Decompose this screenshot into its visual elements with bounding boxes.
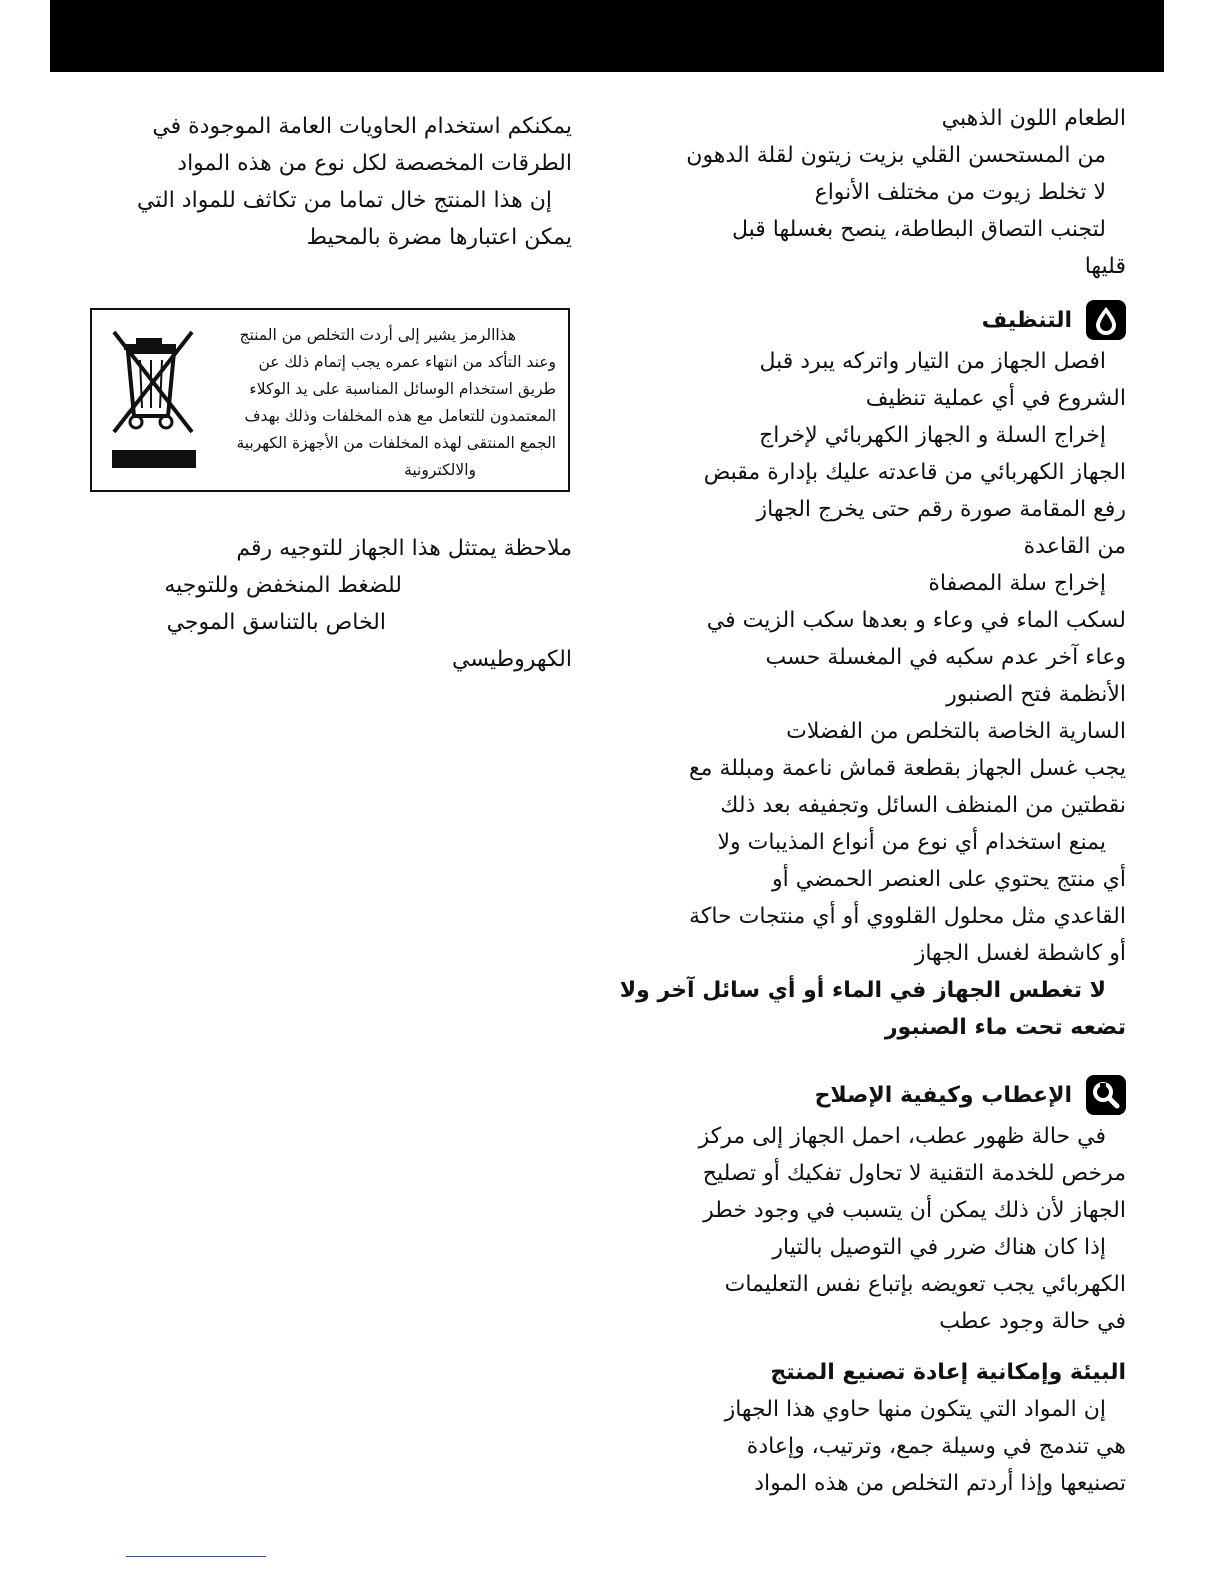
- repair-line: في حالة وجود عطب: [939, 1309, 1126, 1334]
- cleaning-line: الأنظمة فتح الصنبور: [946, 682, 1126, 707]
- weee-line: والالكترونية: [404, 461, 476, 479]
- cleaning-line: يمنع استخدام أي نوع من أنواع المذيبات ولا: [717, 830, 1106, 855]
- cleaning-line: إخراج سلة المصفاة: [928, 571, 1106, 596]
- environment-title: البيئة وإمكانية إعادة تصنيع المنتج: [770, 1360, 1126, 1385]
- wrench-icon: [1086, 1075, 1126, 1115]
- recycling-intro-line: إن هذا المنتج خال تماما من تكاثف للمواد التي: [137, 188, 552, 213]
- recycling-intro-line: الطرقات المخصصة لكل نوع من هذه المواد: [177, 151, 572, 176]
- left-column: [96, 108, 572, 256]
- cleaning-warning: لا تغطس الجهاز في الماء أو أي سائل آخر ولا: [619, 978, 1106, 1003]
- cleaning-line: افصل الجهاز من التيار واتركه يبرد قبل: [759, 349, 1106, 374]
- environment-line: هي تندمج في وسيلة جمع، وترتيب، وإعادة: [746, 1434, 1126, 1459]
- intro-line: لا تخلط زيوت من مختلف الأنواع: [814, 180, 1106, 205]
- repair-line: في حالة ظهور عطب، احمل الجهاز إلى مركز: [698, 1124, 1106, 1149]
- cleaning-line: رفع المقامة صورة رقم حتى يخرج الجهاز: [756, 497, 1126, 522]
- repair-line: الكهربائي يجب تعويضه بإتباع نفس التعليمات: [724, 1272, 1126, 1297]
- cleaning-line: السارية الخاصة بالتخلص من الفضلات: [786, 719, 1126, 744]
- recycling-intro-line: يمكن اعتبارها مضرة بالمحيط: [306, 225, 572, 250]
- environment-line: إن المواد التي يتكون منها حاوي هذا الجهاز: [724, 1397, 1106, 1422]
- intro-line: من المستحسن القلي بزيت زيتون لقلة الدهون: [686, 143, 1106, 168]
- recycling-intro-line: يمكنكم استخدام الحاويات العامة الموجودة في: [152, 114, 572, 139]
- weee-line: المعتمدون للتعامل مع هذه المخلفات وذلك بهدف: [244, 407, 556, 425]
- weee-line: طريق استخدام الوسائل المناسبة على يد الوكلاء: [249, 380, 556, 398]
- repair-line: إذا كان هناك ضرر في التوصيل بالتيار: [772, 1235, 1106, 1260]
- cleaning-line: الشروع في أي عملية تنظيف: [865, 386, 1126, 411]
- repair-line: الجهاز لأن ذلك يمكن أن يتسبب في وجود خطر: [703, 1198, 1126, 1223]
- weee-notice-box: [90, 308, 570, 492]
- environment-line: تصنيعها وإذا أردتم التخلص من هذه المواد: [754, 1471, 1126, 1496]
- note-line: الكهروطيسي: [452, 647, 572, 672]
- water-drop-icon: [1086, 300, 1126, 340]
- repair-heading: [660, 1072, 1126, 1118]
- cleaning-warning: تضعه تحت ماء الصنبور: [884, 1015, 1126, 1040]
- cleaning-line: أي منتج يحتوي على العنصر الحمضي أو: [771, 867, 1126, 892]
- weee-line: الجمع المنتقى لهذه المخلفات من الأجهزة الكهربية: [236, 434, 556, 452]
- cleaning-line: لسكب الماء في وعاء و بعدها سكب الزيت في: [706, 608, 1126, 633]
- cleaning-line: يجب غسل الجهاز بقطعة قماش ناعمة ومبللة مع: [688, 756, 1126, 781]
- intro-line: قليها: [1084, 254, 1126, 279]
- repair-title: الإعطاب وكيفية الإصلاح: [814, 1082, 1072, 1108]
- cleaning-line: وعاء آخر عدم سكبه في المغسلة حسب: [765, 645, 1126, 670]
- weee-line: هذاالرمز يشير إلى أردت التخلص من المنتج: [239, 326, 516, 344]
- intro-line: الطعام اللون الذهبي: [941, 106, 1126, 131]
- note-line: ملاحظة يمتثل هذا الجهاز للتوجيه رقم: [236, 536, 572, 561]
- note-line: للضغط المنخفض وللتوجيه: [164, 573, 402, 598]
- cleaning-line: نقطتين من المنظف السائل وتجفيفه بعد ذلك: [720, 793, 1126, 818]
- intro-line: لتجنب التصاق البطاطة، ينصح بغسلها قبل: [731, 217, 1106, 242]
- footer-rule: [126, 1556, 266, 1557]
- cleaning-line: الجهاز الكهربائي من قاعدته عليك بإدارة مقبض: [703, 460, 1126, 485]
- note-line: الخاص بالتناسق الموجي: [166, 610, 386, 635]
- compliance-note: [120, 530, 572, 678]
- weee-notice-text: [200, 322, 556, 484]
- repair-line: مرخص للخدمة التقنية لا تحاول تفكيك أو تصليح: [702, 1161, 1126, 1186]
- cleaning-title: التنظيف: [981, 307, 1072, 333]
- cleaning-heading: [660, 297, 1126, 343]
- crossed-out-wheelie-bin-icon: [106, 324, 202, 474]
- right-column: [619, 100, 1126, 1502]
- cleaning-line: إخراج السلة و الجهاز الكهربائي لإخراج: [759, 423, 1106, 448]
- cleaning-line: القاعدي مثل محلول القلووي أو أي منتجات حاكة: [689, 904, 1126, 929]
- header-black-bar: [50, 0, 1164, 72]
- cleaning-line: أو كاشطة لغسل الجهاز: [914, 941, 1126, 966]
- cleaning-line: من القاعدة: [1023, 534, 1126, 559]
- weee-line: وعند التأكد من انتهاء عمره يجب إتمام ذلك عن: [258, 353, 556, 371]
